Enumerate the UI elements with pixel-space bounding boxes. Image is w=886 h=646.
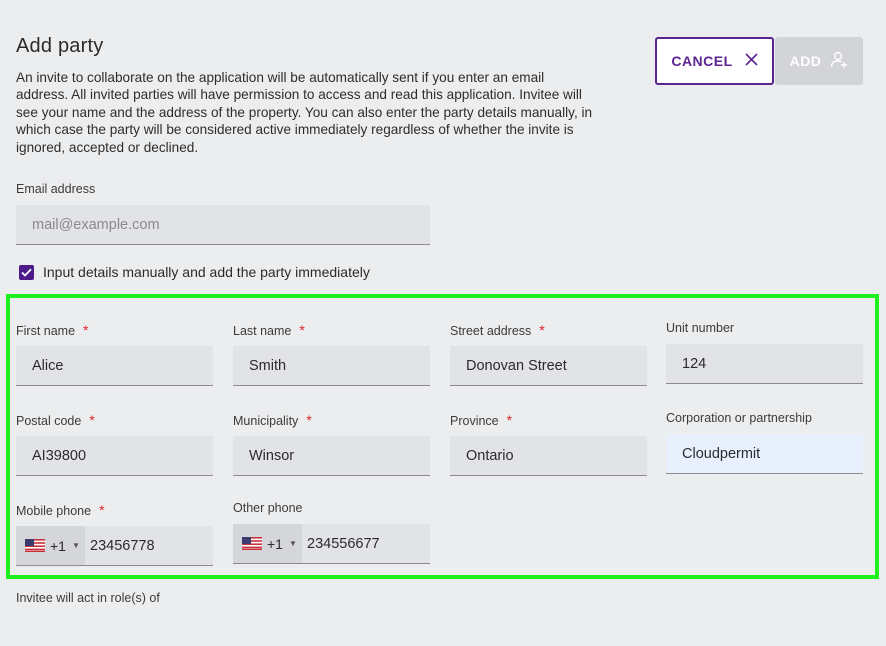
unit-number-field[interactable]: 124 bbox=[666, 344, 863, 384]
manual-entry-label: Input details manually and add the party immediately bbox=[43, 264, 370, 280]
cancel-button[interactable] bbox=[655, 37, 774, 85]
add-label: ADD bbox=[789, 53, 822, 69]
municipality-label: Municipality * bbox=[233, 412, 312, 428]
check-icon bbox=[21, 268, 32, 277]
close-icon bbox=[745, 53, 758, 69]
street-address-field[interactable]: Donovan Street bbox=[450, 346, 647, 386]
last-name-field[interactable]: Smith bbox=[233, 346, 430, 386]
add-button[interactable] bbox=[775, 37, 863, 85]
other-phone-field[interactable] bbox=[233, 524, 430, 564]
mobile-phone-label: Mobile phone * bbox=[16, 502, 105, 518]
unit-number-label: Unit number bbox=[666, 321, 735, 335]
postal-code-label: Postal code * bbox=[16, 412, 95, 428]
province-label: Province * bbox=[450, 412, 513, 428]
province-field[interactable]: Ontario bbox=[450, 436, 647, 476]
required-marker: * bbox=[89, 412, 95, 428]
us-flag-icon bbox=[242, 537, 262, 550]
other-phone-number[interactable]: 234556677 bbox=[307, 535, 380, 552]
required-marker: * bbox=[506, 412, 513, 428]
required-marker: * bbox=[299, 322, 305, 338]
municipality-field[interactable]: Winsor bbox=[233, 436, 430, 476]
required-marker: * bbox=[99, 502, 105, 518]
corporation-field[interactable]: Cloudpermit bbox=[666, 434, 863, 474]
other-country-code: +1 bbox=[267, 535, 283, 552]
postal-code-field[interactable]: AI39800 bbox=[16, 436, 213, 476]
mobile-country-select[interactable] bbox=[16, 526, 85, 565]
required-marker: * bbox=[83, 322, 89, 338]
required-marker: * bbox=[306, 412, 312, 428]
first-name-label: First name * bbox=[16, 322, 89, 338]
first-name-field[interactable]: Alice bbox=[16, 346, 213, 386]
last-name-label: Last name * bbox=[233, 322, 305, 338]
chevron-down-icon: ▼ bbox=[288, 539, 297, 548]
other-country-select[interactable] bbox=[233, 524, 302, 563]
email-field[interactable]: mail@example.com bbox=[16, 205, 430, 245]
corporation-label: Corporation or partnership bbox=[666, 411, 812, 425]
roles-label: Invitee will act in role(s) of bbox=[16, 591, 160, 605]
add-user-icon bbox=[830, 51, 848, 72]
other-phone-label: Other phone bbox=[233, 501, 303, 515]
manual-entry-checkbox[interactable] bbox=[19, 265, 34, 280]
intro-text: An invite to collaborate on the application will be automatically sent if you enter an email address. All invited parties will have permission to access and read this application. Invitee will see your name and the address of the property. You can also enter the party details manually, in which case the party will be considered active immediately regardless of whether the invite is ignored, accepted or declined. bbox=[16, 70, 593, 155]
page-title: Add party bbox=[16, 35, 104, 57]
manual-entry-checkbox-row[interactable] bbox=[19, 264, 370, 280]
email-label: Email address bbox=[16, 182, 96, 196]
mobile-country-code: +1 bbox=[50, 537, 66, 554]
mobile-phone-field[interactable] bbox=[16, 526, 213, 566]
chevron-down-icon: ▼ bbox=[71, 541, 80, 550]
street-address-label: Street address * bbox=[450, 322, 545, 338]
us-flag-icon bbox=[25, 539, 45, 552]
mobile-phone-number[interactable]: 23456778 bbox=[90, 537, 155, 554]
cancel-label: CANCEL bbox=[671, 53, 733, 69]
required-marker: * bbox=[539, 322, 545, 338]
